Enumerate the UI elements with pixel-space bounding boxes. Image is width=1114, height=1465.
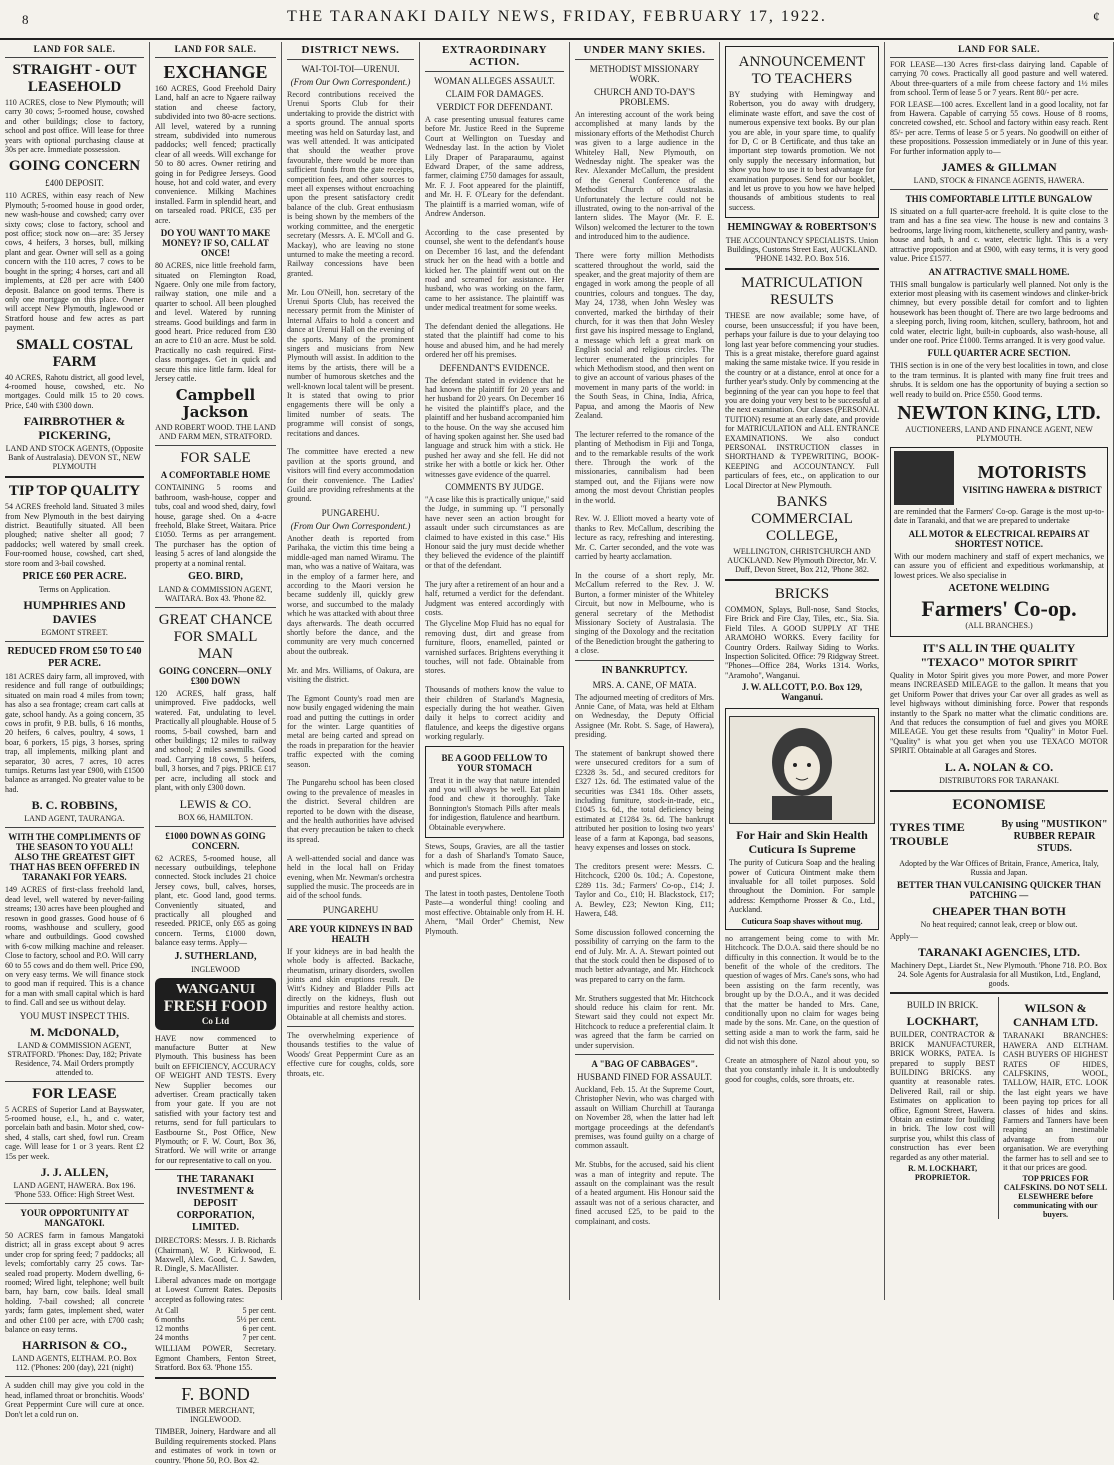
divider (155, 607, 276, 608)
motorists-text: are reminded that the Farmers' Co-op. Garage is the most up-to-date in Taranaki, and that we are prepared to undertake (894, 506, 1104, 526)
agency-mcdonald: M. McDONALD, (30, 1024, 119, 1039)
bungalow-text: IS situated on a full quarter-acre freehold. It is quite close to the tram and has a fine sea view. The house is new and contains 3 bedrooms, large living room, kitchenette, scullery and pantry, wash-house and bath, h and c. water, electric light. This is a very attractive proposition and at £900, with easy terms, it is very good value. Price £1577. (890, 207, 1108, 264)
make-money-heading: DO YOU WANT TO MAKE MONEY? IF SO, CALL AT ONCE! (160, 228, 271, 259)
james-gillman-sub: LAND, STOCK & FINANCE AGENTS, HAWERA. (913, 176, 1085, 186)
divider (575, 1054, 714, 1055)
woman-alleges-heading: WOMAN ALLEGES ASSAULT. (434, 76, 555, 86)
corner-mark: ¢ (1093, 10, 1100, 25)
small-home-text: THIS small bungalow is particularly well planned. Not only is the exterior most pleasing with its casement windows and clinker-brick chimney, but every possible detail for comfort and to lighten housework has been thought of. There are two large bedrooms and a sleeping porch, living room, kitchen, scullery, bathroom, hot and cold water, electric light, built-in cupboards, also wash-house, all under one roof. Price £1000. Terms arranged. It is very good value. (890, 279, 1108, 345)
compliments-heading: WITH THE COMPLIMENTS OF THE SEASON TO YOU ALL! ALSO THE GREATEST GIFT THAT HAS BEEN OFFERED IN TARANAKI FOR YEARS. (8, 832, 141, 883)
wanganui-text: HAVE now commenced to manufacture Butter at New Plymouth. This business has been built on EFFICIENCY, ACCURACY OF WEIGHT AND TESTS. Every New Supplier becomes our advertiser. Cream practically taken from your gate. If you are not satisfied with your factory test and returns, send for full particulars to Eastbourne St., Post Office, New Plymouth; or F. W. Court, Box 36, Stratford. We will write or arrange for our representative to call on you. (155, 1033, 276, 1165)
exchange-text: 160 ACRES, Good Freehold Dairy Land, half an acre to Ngaere railway station and cheese factory, subdivided into two 80-acre sections. All level, watered by a running stream, subdivided into numerous paddocks; well fenced; practically clear of all weeds. Will exchange for 50 to 80 acres. Owner retiring and going in for Pedigree Jerseys. Good house, hot and cold water, and every convenience. Milking Machines installed. Farm in splendid heart, and on tarsealed road. PRICE, £35 per acre. (155, 84, 276, 225)
lockhart-text: BUILDER, CONTRACTOR & BRICK MANUFACTURER, BRICK WORKS, PATEA. Is prepared to supply BEST BUILDING BRICKS. any quantity at reasonable rates. Delivered Rail, rail or ship. Estimates on application to office, Egmont Street, Hawera. Obtain an estimate for building in brick. The low cost will surprise you, whilst this class of construction has ever been regarded as any other material. (890, 1030, 995, 1162)
tiptop-terms: Terms on Application. (38, 585, 111, 594)
sauce-text: Stews, Soups, Gravies, are all the tastier for a dash of Sharland's Tomato Sauce, which is made from the finest tomatoes and purest spices. The latest in tooth pastes, Dentolene Tooth Paste—a wonderful thing! cooling and most effective. Obtainable only from H. H. Ahern, "Mail Order" Chemist, New Plymouth. (425, 842, 564, 936)
small-home-heading: AN ATTRACTIVE SMALL HOME. (928, 266, 1070, 277)
divider (287, 919, 414, 920)
divider (725, 268, 879, 270)
bond-heading: F. BOND (181, 1384, 250, 1405)
cuticura-text: The purity of Cuticura Soap and the healing power of Cuticura Ointment make them invaluable for all toilet purposes. Sold throughout the Dominion. For sample address: Kempthorne Prosser & Co., Ltd., Auckland. (729, 858, 875, 915)
motorists-sub: VISITING HAWERA & DISTRICT (962, 484, 1102, 495)
extraordinary-action-heading: EXTRAORDINARY ACTION. (425, 42, 564, 72)
bungalow-heading: THIS COMFORTABLE LITTLE BUNGALOW (905, 194, 1093, 205)
church-heading: CHURCH AND TO-DAY'S PROBLEMS. (594, 87, 695, 107)
noheat-text: No heat required; cannot leak, creep or blow out. (920, 920, 1078, 930)
taranaki-directors: DIRECTORS: Messrs. J. B. Richards (Chairman), W. P. Kirkwood, E. Maxwell, Alex. Good, C. J. Sawden, R. Dingle, S. MacAllister. (155, 1236, 276, 1274)
wilson-canham-heading: WILSON & CANHAM LTD. (1013, 1001, 1098, 1030)
lockhart-ad (890, 997, 999, 1219)
better-heading: BETTER THAN VULCANISING QUICKER THAN PATCHING — (896, 880, 1102, 901)
divider (890, 790, 1108, 792)
stomach-heading: BE A GOOD FELLOW TO YOUR STOMACH (441, 752, 548, 773)
rate-term: 24 months (155, 1333, 189, 1343)
divider (155, 1377, 276, 1379)
make-money-text: 80 ACRES, nice little freehold farm, situated on Flemington Road, Ngaere. Only one mile from factory, railway station, one mile and a quarter to school. All been ploughed and level. Watered by running streams. Good buildings and farm in good heart. Price reduced from £30 an acre to £10 an acre. Must be sold. Practically no cash required. First-class mortgages. Get in quick and secure this nice little farm. Ideal for Jersey cattle. (155, 261, 276, 383)
exchange-heading: EXCHANGE (163, 62, 268, 82)
claim-heading: CLAIM FOR DAMAGES. (445, 89, 544, 99)
place-pungarehu: PUNGAREHU. (321, 507, 380, 518)
rate-row (155, 1333, 276, 1342)
agency-humphries-sub: EGMONT STREET. (41, 628, 108, 637)
must-inspect: YOU MUST INSPECT THIS. (19, 1010, 130, 1021)
correspondent-note: (From Our Own Correspondent.) (290, 520, 411, 531)
newton-king-sub: AUCTIONEERS, LAND AND FINANCE AGENT, NEW PLYMOUTH. (905, 424, 1093, 443)
creditors-text: no arrangement being come to with Mr. Hitchcock. The D.O.A. said there should be no difficulty in this connection. It would be to the benefit of the whole of the creditors. The question of wages of Mrs. Cane's sons, who had been assisting on the farm recently, was brought up by the D.O.A., and it was decided that the matter be handed to Mrs. Cane, conditionally upon no claim for wages being made by the sons. Mr. Cane, on the question of setting aside a man to work the farm, said he did not wish this done. Create an atmosphere of Nazol about you, so that you constantly inhale it. It is undoubtedly good for coughs, colds, sore throats, etc. (725, 933, 879, 1084)
pungarehu-label: PUNGAREHU (322, 904, 379, 915)
mustikon-heading: By using "MUSTIKON" RUBBER REPAIR STUDS. (1001, 818, 1108, 854)
motorists-heading: MOTORISTS (977, 461, 1087, 482)
rate-value: 5½ per cent. (236, 1315, 276, 1325)
column-land-for-sale-2 (150, 42, 282, 1465)
wanganui-logo (155, 978, 276, 1030)
verdict-heading: VERDICT FOR DEFENDANT. (436, 102, 553, 112)
economise-heading: ECONOMISE (952, 796, 1046, 813)
rates-table (155, 1306, 276, 1342)
cabbages-body: Auckland, Feb. 15. At the Supreme Court, Christopher Nevin, who was charged with assault on William Churchill at Tauranga on November 28, when the latter had left mortgage proceedings at the defendant's premises, was found guilty on a charge of common assault. Mr. Stubbs, for the accused, said his client was a man of integrity and repute. The assault on the complainant was the result of a heated argument. His Honour said the assault was not of a serious character, and fined accused £25, to be paid to the complainant, and costs. (575, 1085, 714, 1226)
motorists-text-2: With our modern machinery and staff of expert mechanics, we can assure you of efficient and expeditious workmanship, at lowest prices. We also specialise in (894, 551, 1104, 580)
motorists-ad (890, 447, 1108, 637)
methodist-body: An interesting account of the work being accomplished at many lands by the missionary efforts of the Methodist Church was given to a large audience in the Whiteley Hall, New Plymouth, on Wednesday night. The speaker was the Rev. Alexander McCallum, the president of the General Conference of the Methodist Church of Australasia. Unfortunately the lecture could not be illustrated, owing to the non-arrival of the lantern slides. The Mayor (Mr. F. E. Wilson) welcomed the lecturer to the town and introduced him to the audience. There were forty million Methodists scattered throughout the world, said the speaker, and the great majority of them are engaged in work among the people of all countries, colours and tongues. The day, May 24, 1738, when John Wesley was converted, marked the birthday of their church, for it was then that John Wesley first gave his inspired message to England, a message which left a great mark on English social and religious circles. The lecturer enumerated the principles for which Methodism stood, and then went on to give an account of various phases of the movement in many parts of the world: in the South Seas, in China, India, Africa, Papua, and among the Maoris of New Zealand. The lecturer referred to the romance of the planting of Methodism in Fiji and Tonga, and to the remarkable results of the work there. Through the work of the missionaries, cannibalism had been stamped out, and the Fijians were now among the most devout Christian peoples in the world. Rev. W. J. Elliott moved a hearty vote of thanks to Rev. McCallum, describing the lecture as racy, refreshing and interesting. Mr. C. Carter seconded, and the vote was carried by hearty acclamation. In the course of a short reply, Mr. McCallum referred to the Rev. J. W. Burton, a former minister of the Whiteley Circuit, but now in Melbourne, who is general secretary of the Methodist Missionary Society of Australasia. The singing of the Doxology and the recitation of the Benediction brought the gathering to a close. (575, 110, 714, 656)
column-under-many-skies (570, 42, 720, 1300)
quarter-acre-heading: FULL QUARTER ACRE SECTION. (927, 348, 1071, 359)
bankruptcy-heading: IN BANKRUPTCY. (601, 664, 688, 676)
forlease-text: 5 ACRES of Superior Land at Bayswater, 5-roomed house, e.l., h., and c. water, porcelain bath and basin. Motor shed, cow-shed, 4 stalls, cart shed, fowl run. Cream cage. Will lease for 1 or 3 years. Rent £2 15s per week. (5, 1104, 144, 1161)
gift-text: 149 ACRES of first-class freehold land, dead level, well watered by never-failing streams; 130 acres have been ploughed and resown in good grasses. Good house of 6 rooms, washhouse and scullery, good whare and outbuildings. Good cowshed with 6-cow milking machine and releaser. Close to factory, school and P.O. Will carry 60 to 55 cows and do them well. Price £90, on very easy terms. We will finance stock to good man if required. This is a chance for a man with small capital which is hard to find. Call and see us without delay. (5, 885, 144, 1008)
agency-fairbrother-sub: LAND AND STOCK AGENTS, (Opposite Bank of Australasia). DEVON ST., NEW PLYMOUTH (5, 444, 144, 472)
taranaki-investment-heading: THE TARANAKI INVESTMENT & DEPOSIT CORPORATION, LIMITED. (176, 1174, 255, 1234)
adopted-text: Adopted by the War Offices of Britain, France, America, Italy, Russia and Japan. (899, 858, 1099, 878)
bricks-heading: BRICKS (774, 586, 830, 602)
bankruptcy-sub: MRS. A. CANE, OF MATA. (592, 679, 697, 690)
peppermint-text: The overwhelming experience of thousands testifies to the value of Woods' Great Peppermint Cure as an effective cure for coughs, colds, sore throats, etc. (287, 1030, 414, 1078)
judge-comments-body: "A case like this is practically unique," said the Judge, in summing up. "I personally have never seen an action brought for assault under such circumstances as are claimed to have existed in this case." His Honour said the jury must decide whether they believed the evidence of the plaintiff or that of the defendant. The jury after a retirement of an hour and a half, returned a verdict for the defendant. Judgment was entered accordingly with costs. (425, 495, 564, 617)
kidneys-text: If your kidneys are in bad health the whole body is affected. Backache, rheumatism, urinary disorders, swollen joints and skin eruptions result. De Witt's Kidney and Bladder Pills act directly on the kidneys, flush out impurities and restore healthy action. Obtainable at all chemists and stores. (287, 946, 414, 1022)
agency-fairbrother: FAIRBROTHER & PICKERING, (23, 414, 126, 443)
action-body: A case presenting unusual features came before Mr. Justice Reed in the Supreme Court at Wellington on Tuesday and Wednesday last. In the action by Violet Lily Draper of Paraparaumu, against Edward Draper, of the same address, farmer, claiming £750 damages for assault, Mr. F. J. Foot appeared for the plaintiff, and Mr. H. F. O'Leary for the defendant. The plaintiff is a married woman, wife of Andrew Anderson. According to the case presented by counsel, she went to the defendant's house on December 16 last, and the defendant struck her on the head with a bottle and kicked her. The plaintiff went out on the road and screamed for assistance. Her husband, who was working on the farm, came to her assistance. The plaintiff was under medical treatment for some weeks. The defendant denied the allegations. He stated that the plaintiff had come to his house and abused him, and he had merely ordered her off his premises. (425, 115, 564, 360)
concern-heading: GOING CONCERN (8, 158, 141, 175)
tyres-heading: TYRES TIME TROUBLE (890, 819, 965, 848)
divider (155, 826, 276, 827)
small-farm-heading: SMALL COSTAL FARM (16, 336, 133, 370)
tyres-block (890, 816, 1108, 857)
stomach-text: Treat it in the way that nature intended and you will always be well. Eat plain food and chew it thoroughly. Take Bonnington's Stomach Pills after meals for indigestion, flatulence and heartburn. Obtainable everywhere. (429, 775, 560, 832)
wanganui-logo-line3: Co Ltd (201, 1015, 230, 1026)
divider (155, 445, 276, 446)
reduced-heading: REDUCED FROM £50 TO £40 PER ACRE. (7, 646, 142, 669)
wanganui-logo-line2: FRESH FOOD (163, 997, 268, 1015)
teachers-heading: ANNOUNCEMENT TO TEACHERS (738, 54, 866, 87)
bricks-sig: J. W. ALLCOTT, P.O. Box 129, Wanganui. (741, 682, 863, 703)
newton-king-heading: NEWTON KING, LTD. (897, 401, 1101, 424)
divider (287, 1026, 414, 1027)
cuticura-illustration (729, 716, 875, 824)
acetone-welding: ACETONE WELDING (948, 583, 1050, 594)
taranaki-text: Liberal advances made on mortgage at Lowest Current Rates. Deposits accepted as following rates: (155, 1275, 276, 1304)
divider (5, 476, 144, 478)
forsale-heading: FOR SALE (180, 450, 251, 467)
defendant-evidence-body: The defendant stated in evidence that he had known the plaintiff for 20 years and her husband for 20 years. On December 16 he visited the plaintiff's place, and the plaintiff and her husband accompanied him to the house. On the way she accused him of having spoken against her. She used bad language and struck him with a stick. He pushed her away and she fell. He did not strike her with a bottle or kick her. Other witnesses gave evidence of the quarrel. (425, 375, 564, 479)
cabbages-sub: HUSBAND FINED FOR ASSAULT. (576, 1072, 713, 1082)
comfortable-home-text: CONTAINING 5 rooms and bathroom, wash-house, copper and tubs, coal and wood shed, dairy, fowl house, garage shed. On a 4-acre freehold, Blake Street, Waitara. Price £1050. Terms as per arrangement. The purchaser has the option of leasing 5 acres of land alongside the property at a nominal rental. (155, 483, 276, 568)
wilson-canham-ad (1003, 997, 1108, 1219)
rate-row (155, 1315, 276, 1324)
taranaki-agencies-sub: Machinery Dept., Liardet St., New Plymouth. 'Phone 718. P.O. Box 24. Sole Agents for Australasia for all Mustikon, Ltd., England, goods. (890, 961, 1108, 989)
tiptop-price: PRICE £60 PER ACRE. (22, 571, 127, 582)
agency-mcdonald-sub: LAND & COMMISSION AGENT, STRATFORD. 'Phones: Day, 182; Private Residence, 74. Mail Orders promptly attended to. (7, 1040, 142, 1077)
mop-fluid-text: The Glyceline Mop Fluid has no equal for removing dust, dirt and grease from furniture, floors, enamelled, painted or varnished surfaces. Brightens everything it touches, will not fade. Obtainable from stores. Thousands of mothers know the value to their children of Starland's Magnesia, especially during the hot weather. Given daily it helps to correct acidity and flatulence, and keeps the digestive organs working regularly. (425, 619, 564, 742)
comfortable-home-heading: A COMFORTABLE HOME (160, 470, 271, 481)
hr-heading: HEMINGWAY & ROBERTSON'S (727, 222, 877, 234)
methodist-heading: METHODIST MISSIONARY WORK. (589, 64, 700, 84)
teachers-ad (725, 46, 879, 218)
leasehold-heading: STRAIGHT - OUT LEASEHOLD (12, 62, 137, 95)
cheaper-heading: CHEAPER THAN BOTH (932, 904, 1066, 919)
going-concern-text: 120 ACRES, half grass, half unimproved. Five paddocks, well watered. Fat, undulating to level. Practically all ploughable. House of 5 rooms, 5-bail cowshed, barn and other buildings; 12 miles to railway and school; 2 miles sawmills. Good road. Carrying 18 cows, 5 heifers, bull, 3 horses, and 7 pigs. PRICE £17 per acre, including all stock and plant, with only £300 down. (155, 689, 276, 793)
page-number: 8 (22, 12, 29, 27)
farmers-coop-sub: (ALL BRANCHES.) (965, 621, 1033, 630)
texaco-text: Quality in Motor Spirit gives you more Power, and more Power means INCREASED MILEAGE to the gallon. It means that you get Uniform Power that drives your Car over all grades as well as level highways without diminishing force. Power that responds instantly to the Spark no matter what the climatic conditions are. And that reduces the consumption of fuel and gives you MORE MILEAGE. You get these results from "Quality" in Motor Fuel. "Quality" is what you get when you use TEXACO MOTOR SPIRIT. Obtainable at all Garages and Stores. (890, 671, 1108, 756)
matriculation-heading: MATRICULATION RESULTS (741, 275, 863, 309)
rate-row (155, 1324, 276, 1333)
column-land-for-sale-3 (885, 42, 1114, 1300)
newspaper-title: THE TARANAKI DAILY NEWS, FRIDAY, FEBRUARY 17, 1922. (287, 8, 827, 25)
agency-robbins: B. C. ROBBINS, (31, 798, 118, 813)
opportunity-heading: YOUR OPPORTUNITY AT MANGATOKI. (20, 1208, 129, 1228)
texaco-heading: IT'S ALL IN THE QUALITY "TEXACO" MOTOR SPIRIT (920, 641, 1078, 669)
masthead (0, 0, 1114, 40)
cuticura-ad (725, 708, 879, 929)
rate-term: At Call (155, 1306, 179, 1316)
leasehold-text: 110 ACRES, close to New Plymouth; will carry 30 cows; 5-roomed house, cowshed and other buildings; close to factory, school and post office. Will lease for three years with optional purchasing clause at 30s per acre. Immediate possession. (5, 98, 144, 155)
lockhart-sig: R. M. LOCKHART, PROPRIETOR. (907, 1163, 978, 1182)
agency-harrison-sub: LAND AGENTS, ELTHAM. P.O. Box 112. ('Phones: 200 (day), 221 (night) (12, 1354, 137, 1373)
cabbages-heading: A "BAG OF CABBAGES". (591, 1059, 698, 1069)
opportunity-text: 50 ACRES farm in famous Mangatoki district; all in grass except about 9 acres under crop for spring feed; 7 paddocks; all levels; comfortably carry 25 cows. Tar-sealed road property. Modern dwelling, 6-roomed; Wired light, telephone; well built barn, hay barn, cow bails. Ideal small holding. 7-bail cowshed; all concrete yards; farm gates, implement shed, water and other £100 per acre, with £700 cash; balance on easy terms. (5, 1231, 144, 1335)
divider (155, 1169, 276, 1170)
divider (5, 1203, 144, 1204)
small-farm-text: 40 ACRES, Rahotu district, all good level, 4-roomed house, cowshed, etc. No mortgages. Could milk 15 to 20 cows. Price, £40 with £300 down. (5, 372, 144, 410)
lockhart-header: BUILD IN BRICK. (906, 1000, 979, 1011)
column-district-news (282, 42, 420, 1300)
wilson-canham-text: TARANAKI BRANCHES: HAWERA AND ELTHAM. CASH BUYERS OF HIGHEST RATES OF HIDES, CALFSKINS, WOOL, TALLOW, HAIR, ETC. LOOK the last eight years we have been paying top prices for all classes of hides and skins. Farmers and Tanners have been reaping an inestimable advantage from our organisation. We are everything the farmer has to sell and see to it that our prices are good. (1003, 1031, 1108, 1172)
divider (890, 189, 1108, 190)
teachers-text: BY studying with Hemingway and Robertson, you do away with drudgery, eliminate waste effort, and save the cost of numerous expensive text books. By our plan you are able, in your spare time, to qualify for D, C or B Certificate, and thus take an important step towards promotion. We not only supply the necessary information, but show you how to use it to best advantage for examination purposes. Send for our booklet, and let us prove to you how we have helped thousands of ambitious students to real success. (729, 90, 875, 212)
column-land-for-sale-1 (0, 42, 150, 1419)
bankruptcy-body: The adjourned meeting of creditors of Mrs. Annie Cane, of Mata, was held at Eltham on Wednesday, the Deputy Official Assignee (Mr. Robt. S. Sage, of Hawera), presiding. The statement of bankrupt showed there were unsecured creditors for a sum of £2328 3s. 5d., and secured creditors for £327 12s. 6d. The estimated value of the securities was £341 18s. Other assets, including furniture, stock-in-trade, etc., £1045 1s. 6d., the total deficiency being estimated at £1284 3s. 6d. The bankrupt attributed her position to losing two years' lease of a farm at Kaponga, bad seasons, heavy expenses and losses on stock. The creditors present were: Messrs. C. Hitchcock, £200 0s. 10d.; A. Copestone, £289 11s. 3d.; Farmers' Co-op., £14; J. Taylor and Co., £10; H. Blackstock, £17; A. Bewley, £23; Newton King, £11; Hawera, £48. Some discussion followed concerning the possibility of carrying on the farm to the end of July. Mr. A. A. Stewart pointed out that the stock could then be disposed of to much better advantage, and Mr. Hitchcock was prepared to carry on the farm. Mr. Struthers suggested that Mr. Hitchcock should reduce his claim for rent. Mr. Stewart said they could not expect Mr. Hitchcock to reduce a preferential claim. It was agreed that the farm be carried on under supervision. (575, 692, 714, 1050)
lease-text-1: FOR LEASE—130 Acres first-class dairying land. Capable of carrying 70 cows. Practically all good pasture and well watered. About three-quarters of a mile from cheese factory and 1½ miles from school. Term of lease 5 or 7 years. Rent 80/- per acre. (890, 60, 1108, 98)
stomach-ad (425, 746, 564, 838)
district-news-heading: DISTRICT NEWS. (287, 42, 414, 60)
agency-robbins-sub: LAND AGENT, TAURANGA. (24, 814, 125, 824)
apply-text: Apply— (890, 931, 918, 941)
nolan-heading: L. A. NOLAN & CO. (944, 759, 1054, 774)
campbell-jackson-heading: Campbell Jackson (175, 386, 256, 422)
agency-harrison: HARRISON & CO., (22, 1338, 127, 1353)
agency-sutherland-sub: INGLEWOOD (191, 964, 240, 974)
taranaki-sig: WILLIAM POWER, Secretary. Egmont Chambers, Fenton Street, Stratford. Box 63. 'Phone 155. (155, 1344, 276, 1372)
column-announcements (720, 42, 885, 1300)
great-chance-heading: GREAT CHANCE FOR SMALL MAN (158, 612, 273, 663)
concern-sub: £400 DEPOSIT. (45, 178, 104, 189)
correspondent-note: (From Our Own Correspondent.) (290, 77, 411, 87)
place-urenui: WAI-TOI-TOI—URENUI. (301, 64, 400, 74)
quarter-acre-text: THIS section is in one of the very best localities in town, and close to the tram terminus. It is planted with many fine fruit trees and shrubs. It is seldom one has the opportunity of buying a section so well ready to build on. Price £550. Good terms. (890, 361, 1108, 399)
matriculation-text: THESE are now available; some have, of course, been unsuccessful; if you have been, perhaps your failure is due to your delaying too long last year before commencing your studies. This is a great mistake, therefore guard against making the same mistake twice. If you reside in the country or at a distance, enrol at once for a further year's study. Only by commencing at the beginning of the year can you hope to feel that you are doing your very best to be successful at the next examination. Our classes (PERSONAL TUITION) resume at an early date, and provide for MATRICULATION and ALL ENTRANCE EXAMINATIONS. We also conduct PERSONAL INSTRUCTION classes in SHORTHAND & TYPEWRITING, BOOK-KEEPING and ACCOUNTANCY. Full particulars of fees, etc., on application to our Local Director at New Plymouth. (725, 311, 879, 490)
agency-bird: GEO. BIRD, (188, 571, 243, 583)
rate-term: 12 months (155, 1324, 189, 1334)
section-header: LAND FOR SALE. (5, 42, 144, 58)
section-header: LAND FOR SALE. (890, 42, 1108, 58)
rate-value: 7 per cent. (242, 1333, 276, 1343)
column-extraordinary-action (420, 42, 570, 1300)
section-header: LAND FOR SALE. (155, 42, 276, 58)
divider (5, 1081, 144, 1082)
motorists-repair: ALL MOTOR & ELECTRICAL REPAIRS AT SHORTEST NOTICE. (908, 528, 1090, 549)
james-gillman-heading: JAMES & GILLMAN (941, 160, 1057, 175)
motorist-illustration-icon (894, 451, 954, 505)
hr-sub: THE ACCOUNTANCY SPECIALISTS. Union Buildings, Customs Street East, AUCKLAND. 'PHONE 1432. P.O. Box 516. (725, 236, 879, 264)
agency-lewis: LEWIS & CO. (179, 796, 252, 811)
bond-sub: TIMBER MERCHANT, INGLEWOOD. (176, 1406, 255, 1425)
banks-sub: WELLINGTON, CHRISTCHURCH AND AUCKLAND. New Plymouth Director, Mr. V. Duff, Devon Street, Box 212, 'Phone 382. (727, 547, 877, 574)
district-news-body: Record contributions received the Urenui Sports Club for their undertaking to provide the district with a sports ground. The annual sports meeting was held on Saturday last, and was well attended. It was anticipated that should the weather prove favourable, there would be more than sufficient funds from the gate receipts, competition fees, and other sources to meet all expenses without encroaching upon the present satisfactory credit balance of the club. Great enthusiasm is being shown by the members of the working committee, and the energetic secretary (Messrs. A. E. M'Coll and G. Mackay), who are leaving no stone unturned to make the meeting a record. Railway concessions have been granted. Mr. Lou O'Neill, hon. secretary of the Urenui Sports Club, has received the necessary permit from the Minister of Internal Affairs to hold a concert and dance at Urenui Hall on the evening of the sports. Many of the prominent singers and musicians from New Plymouth will assist. In addition to the items by the artists, there will be a number of humorous sketches and the well-known local talent will be present. It is stated that owing to prior engagements there will be only a limited number of seats. The programme will consist of songs, recitations and dances. The committee have erected a new pavilion at the sports ground, and visitors will find every accommodation for their convenience. The Ladies' Guild are providing refreshments at the ground. (287, 90, 414, 504)
agency-sutherland: J. SUTHERLAND, (174, 950, 257, 962)
bond-text: TIMBER, Joinery, Hardware and all Building requirements stocked. Plans and estimates of work in town or country. 'Phone 50, P.O. Box 42. (155, 1427, 276, 1465)
motorists-header (894, 451, 1104, 505)
going-concern-heading: GOING CONCERN—ONLY £300 DOWN (159, 666, 272, 687)
campbell-jackson-sub: AND ROBERT WOOD. THE LAND AND FARM MEN, STRATFORD. (155, 423, 276, 442)
reduced-text: 181 ACRES dairy farm, all improved, with residence and full range of outbuildings; situated on main road 4 miles from town; has also a sea frontage; cream cart calls at gate, school handy. As a going concern, 35 cows in profit, 9 P.B. bulls, 6 16 months, 20 heifers, 6 calves, poultry, 4 sows, 1 boar, 6 porkers, 15 pigs, 3 horses, spring trap, all implements, milking plant and separator, 30 acres, 7 acres, 10 acres turnips. Returns last year £900, with £1500 balance as arranged. No greater value to be had. (5, 672, 144, 794)
agency-bird-sub: LAND & COMMISSION AGENT, WAITARA. Box 43. 'Phone 82. (158, 585, 273, 604)
divider (5, 641, 144, 642)
agency-allen-sub: LAND AGENT, HAWERA. Box 196. 'Phone 533. Office: High Street West. (13, 1181, 136, 1199)
taranaki-agencies-heading: TARANAKI AGENCIES, LTD. (917, 945, 1081, 960)
lease-text-2: FOR LEASE—100 acres. Excellent land in a good locality, not far from Hawera. Capable of carrying 55 cows. House of 8 rooms, concreted cowshed, etc. School and factory within easy reach. Rent 85/- per acre. Terms of lease 5 or 5 years. No goodwill on either of these propositions. Possession immediately or in June of this year. For further information apply to— (890, 99, 1108, 156)
wanganui-logo-line1: WANGANUI (175, 981, 256, 997)
agency-allen: J. J. ALLEN, (40, 1165, 109, 1179)
motorists-titles (960, 458, 1104, 498)
footer-text: A sudden chill may give you cold in the head, inflamed throat or bronchitis. Woods' Great Peppermint Cure will cure at once. Don't let a cold run on. (5, 1381, 144, 1419)
woman-portrait-icon (742, 720, 862, 820)
divider (5, 1376, 144, 1377)
rate-row (155, 1306, 276, 1315)
banks-heading: BANKS COMMERCIAL COLLEGE, (751, 494, 853, 544)
defendant-evidence-heading: DEFENDANT'S EVIDENCE. (439, 362, 550, 373)
agency-lewis-sub: BOX 66, HAMILTON. (178, 812, 253, 822)
nolan-sub: DISTRIBUTORS FOR TARANAKI. (939, 775, 1059, 785)
bottom-ads (890, 992, 1108, 1219)
cuticura-heading: For Hair and Skin Health Cuticura Is Supreme (736, 828, 868, 857)
concern-text: 110 ACRES, within easy reach of New Plymouth; 5-roomed house in good order, new wash-house and cowshed; carry over sixty cows; close to factory, school and post office; stock now on—are: 35 Jersey cows, 4 heifers, 3 horses, bull, milking plant and gear. Owner will sell as a going concern with the 110 acres, 7 cows to be bought in the spring; 4 horses, cart and all implements, at £28 per acre with £400 deposit. Balance on good terms. There is only one mortgage on this place. Owner will accept New Plymouth, Inglewood or Stratford house and few acres as part payment. (5, 191, 144, 333)
bricks-text: COMMON, Splays, Bull-nose, Sand Stocks, Fire Brick and Fire Clay, Tiles, etc., Sia. Sia. Field Tiles. A GOOD SUPPLY AT THE ARAMOHO WORKS. Every facility for Country Orders. Railway Siding to Works. Inspection Solicited. Office: 79 Ridgway Street. "Phones—Office 284, Works 1314. Works, "Aramoho", Wanganui. (725, 605, 879, 680)
judge-comments-heading: COMMENTS BY JUDGE. (445, 482, 544, 493)
tiptop-text: 54 ACRES freehold land. Situated 3 miles from New Plymouth in the best dairying district. Beautifully situated. All been ploughed; native shelter all good; 7 paddocks; well watered by small creek. Four-roomed house, cowshed, cart shed, store room and 3-bail cowshed. (5, 502, 144, 568)
lockhart-heading: LOCKHART, (906, 1014, 979, 1029)
tiptop-heading: TIP TOP QUALITY (8, 483, 141, 500)
rate-value: 5 per cent. (242, 1306, 276, 1316)
farmers-coop-heading: Farmers' Co-op. (921, 596, 1077, 621)
divider (575, 660, 714, 661)
onethousand-heading: £1000 DOWN AS GOING CONCERN. (165, 830, 266, 851)
cuticura-soap: Cuticura Soap shaves without mug. (741, 916, 863, 926)
kidneys-heading: ARE YOUR KIDNEYS IN BAD HEALTH (288, 923, 413, 944)
under-many-skies-heading: UNDER MANY SKIES. (575, 42, 714, 60)
divider (5, 827, 144, 828)
pungarehu-body: Another death is reported from Parihaka, the victim this time being a middle-aged man named Wiramu. The man, who was a native of Waitara, was in the employ of a farmer here, and according to the Maori version he became suddenly ill, quickly grew worse, and succumbed to the malady which he was attacked with about three days afterwards. The death occurred shortly before the dance, and the community are very much concerned about the outbreak. Mr. and Mrs. Williams, of Oakura, are visiting the district. The Egmont County's road men are now busily engaged widening the main road and putting the cuttings in order for the winter. Large quantities of metal are being carted and spread on the roads in preparation for the heavier traffic expected with the coming season. The Pungarehu school has been closed owing to the prevalence of measles in the district. Several children are reported to be down with the disease, and the health authorities have advised that every precaution be taken to check its spread. A well-attended social and dance was held in the local hall on Friday evening, when Mr. Newman's orchestra supplied the music. The proceeds are in aid of the school funds. (287, 533, 414, 901)
onethousand-text: 62 ACRES, 5-roomed house, all necessary outbuildings, telephone connected. Stock includes 21 choice Jersey cows, bull, calves, horses, plant, etc. Good land, good terms. Conveniently situated, and practically all ploughed and reseeded. PRICE, only £65 as going concern. Terms, £1000 down, balance easy terms. Apply— (155, 853, 276, 948)
rate-value: 6 per cent. (242, 1324, 276, 1334)
agency-humphries: HUMPHRIES AND DAVIES (23, 598, 126, 626)
forlease-heading: FOR LEASE (32, 1085, 117, 1102)
divider (725, 579, 879, 581)
rate-term: 6 months (155, 1315, 185, 1325)
wilson-canham-sig: TOP PRICES FOR CALFSKINS. DO NOT SELL ELSEWHERE before communicating with our buyers. (1003, 1174, 1108, 1220)
